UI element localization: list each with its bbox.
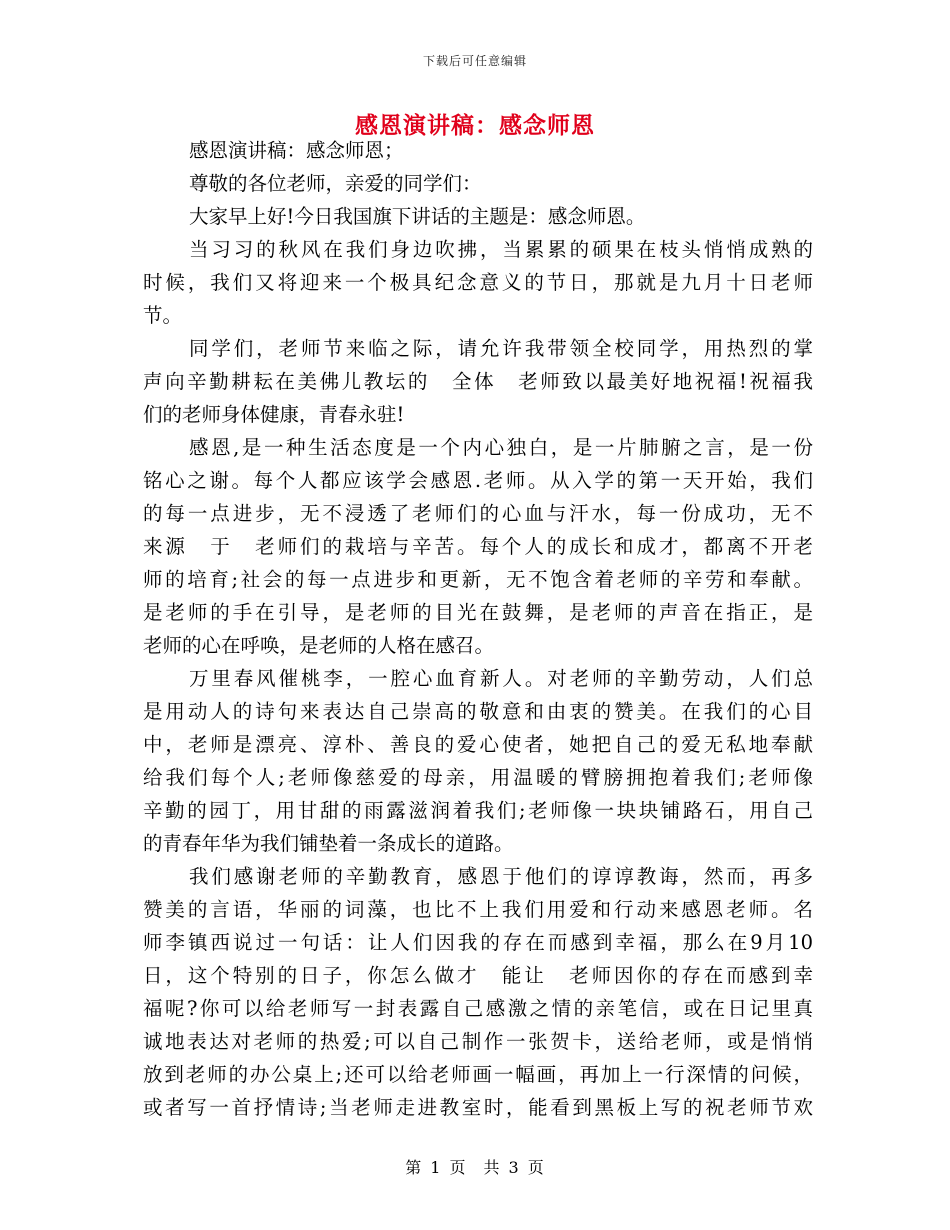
text-line: 我们感谢老师的辛勤教育，感恩于他们的谆谆教诲，然而，再多 <box>189 865 813 888</box>
footer-prefix: 第 <box>405 1158 423 1177</box>
text-line: 们的老师身体健康，青春永驻! <box>143 403 405 426</box>
text-line: 放到老师的办公桌上;还可以给老师画一幅画，再加上一行深情的问候， <box>143 1063 813 1086</box>
text-line: 节。 <box>143 304 183 327</box>
text-line: 的青春年华为我们铺垫着一条成长的道路。 <box>143 832 514 855</box>
footer-total-pages: 3 <box>508 1158 520 1177</box>
text-line: 同学们，老师节来临之际，请允许我带领全校同学，用热烈的掌 <box>189 337 813 360</box>
text-line: 尊敬的各位老师，亲爱的同学们： <box>189 172 482 195</box>
text-line: 是老师的手在引导，是老师的目光在鼓舞，是老师的声音在指正，是 <box>143 601 813 624</box>
text-line: 诚地表达对老师的热爱;可以自己制作一张贺卡，送给老师，或是悄悄 <box>143 1030 813 1053</box>
text-line: 中，老师是漂亮、淳朴、善良的爱心使者，她把自己的爱无私地奉献 <box>143 733 813 756</box>
text-line: 时候，我们又将迎来一个极具纪念意义的节日，那就是九月十日老师 <box>143 271 813 294</box>
text-line: 万里春风催桃李，一腔心血育新人。对老师的辛勤劳动，人们总 <box>189 667 813 690</box>
text-line: 或者写一首抒情诗;当老师走进教室时，能看到黑板上写的祝老师节欢 <box>143 1096 813 1119</box>
text-line: 感恩,是一种生活态度是一个内心独白，是一片肺腑之言，是一份 <box>189 436 813 459</box>
footer-middle: 页 共 <box>449 1158 501 1177</box>
text-line: 给我们每个人;老师像慈爱的母亲，用温暖的臂膀拥抱着我们;老师像 <box>143 766 813 789</box>
header-note: 下载后可任意编辑 <box>422 54 527 68</box>
document-title: 感恩演讲稿：感念师恩 <box>355 112 595 139</box>
text-line: 的每一点进步，无不浸透了老师们的心血与汗水，每一份成功，无不 <box>143 502 813 525</box>
text-line: 铭心之谢。每个人都应该学会感恩.老师。从入学的第一天开始，我们 <box>143 469 813 492</box>
text-line: 感恩演讲稿：感念师恩； <box>189 139 404 162</box>
text-line: 师李镇西说过一句话：让人们因我的存在而感到幸福，那么在9月10 <box>143 931 813 954</box>
text-line: 是用动人的诗句来表达自己崇高的敬意和由衷的赞美。在我们的心目 <box>143 700 813 723</box>
text-line: 赞美的言语，华丽的词藻，也比不上我们用爱和行动来感恩老师。名 <box>143 898 813 921</box>
text-line: 大家早上好!今日我国旗下讲话的主题是：感念师恩。 <box>189 205 646 228</box>
text-line: 辛勤的园丁，用甘甜的雨露滋润着我们;老师像一块块铺路石，用自己 <box>143 799 813 822</box>
text-line: 日，这个特别的日子，你怎么做才 能让 老师因你的存在而感到幸 <box>143 964 813 987</box>
footer-page-number: 1 <box>430 1158 442 1177</box>
text-line: 来源 于 老师们的栽培与辛苦。每个人的成长和成才，都离不开老 <box>143 535 813 558</box>
text-line: 声向辛勤耕耘在美佛儿教坛的 全体 老师致以最美好地祝福!祝福我 <box>143 370 813 393</box>
text-line: 师的培育;社会的每一点进步和更新，无不饱含着老师的辛劳和奉献。 <box>143 568 813 591</box>
text-line: 福呢?你可以给老师写一封表露自己感激之情的亲笔信，或在日记里真 <box>143 997 813 1020</box>
text-line: 老师的心在呼唤，是老师的人格在感召。 <box>143 634 495 657</box>
document-body <box>143 134 813 1124</box>
footer-suffix: 页 <box>527 1158 545 1177</box>
page-footer <box>0 1155 950 1178</box>
text-line: 当习习的秋风在我们身边吹拂，当累累的硕果在枝头悄悄成熟的 <box>189 238 813 261</box>
